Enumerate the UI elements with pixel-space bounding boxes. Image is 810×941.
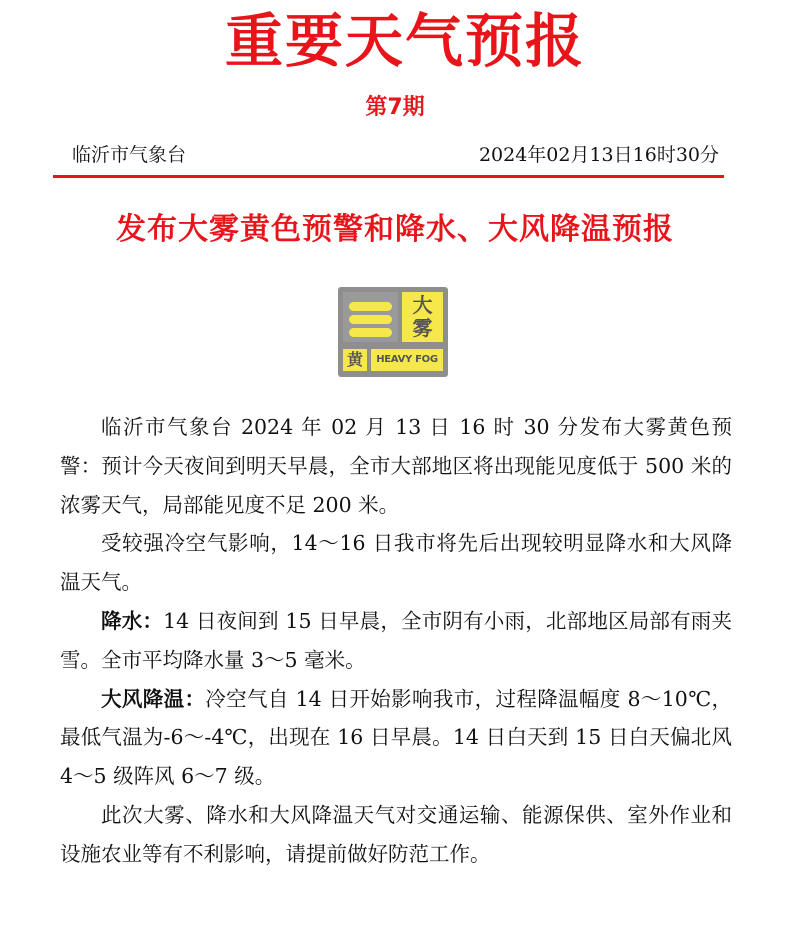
warning-english-label: HEAVY FOG <box>371 349 443 371</box>
paragraph-precipitation <box>60 602 732 680</box>
warning-bar <box>349 328 392 337</box>
paragraph-lead: 大风降温： <box>101 686 206 711</box>
paragraph-text: 冷空气自 14 日开始影响我市，过程降温幅度 8～10℃，最低气温为-6～-4℃，出现在 16 日早晨。14 日白天到 15 日白天偏北风 4～5 级阵风 6～7 级。 <box>60 686 733 789</box>
paragraph-fog-warning <box>60 408 732 524</box>
paragraph-text: 受较强冷空气影响，14～16 日我市将先后出现较明显降水和大风降温天气。 <box>60 531 732 595</box>
warning-bars-icon <box>343 292 398 342</box>
warning-bar <box>349 315 392 324</box>
header-divider <box>53 175 724 178</box>
forecast-body <box>60 408 732 874</box>
warning-bar <box>349 302 392 311</box>
warning-type-glyph-top: 大 <box>412 293 433 317</box>
fog-warning-icon <box>338 287 448 377</box>
warning-type-glyph-bottom: 雾 <box>412 316 433 340</box>
paragraph-text: 此次大雾、降水和大风降温天气对交通运输、能源保供、室外作业和设施农业等有不利影响，请提前做好防范工作。 <box>60 802 732 866</box>
headline: 发布大雾黄色预警和降水、大风降温预报 <box>116 212 674 247</box>
issuer-name: 临沂市气象台 <box>72 144 187 166</box>
paragraph-lead: 降水： <box>101 608 164 633</box>
paragraph-cold-air <box>60 524 732 602</box>
paragraph-text: 14 日夜间到 15 日早晨，全市阴有小雨，北部地区局部有雨夹雪。全市平均降水量 3～5 毫米。 <box>60 608 733 672</box>
issue-timestamp: 2024年02月13日16时30分 <box>478 144 719 166</box>
warning-level-label: 黄 <box>343 349 367 371</box>
paragraph-advisory <box>60 796 732 874</box>
page-title: 重要天气预报 <box>224 7 585 75</box>
paragraph-wind-cooling <box>60 680 732 796</box>
paragraph-text: 临沂市气象台 2024 年 02 月 13 日 16 时 30 分发布大雾黄色预警：预计今天夜间到明天早晨，全市大部地区将出现能见度低于 500 米的浓雾天气，局部能见度不足 200 米。 <box>60 415 732 517</box>
warning-type-box <box>402 292 443 342</box>
issue-number: 第7期 <box>365 95 425 120</box>
